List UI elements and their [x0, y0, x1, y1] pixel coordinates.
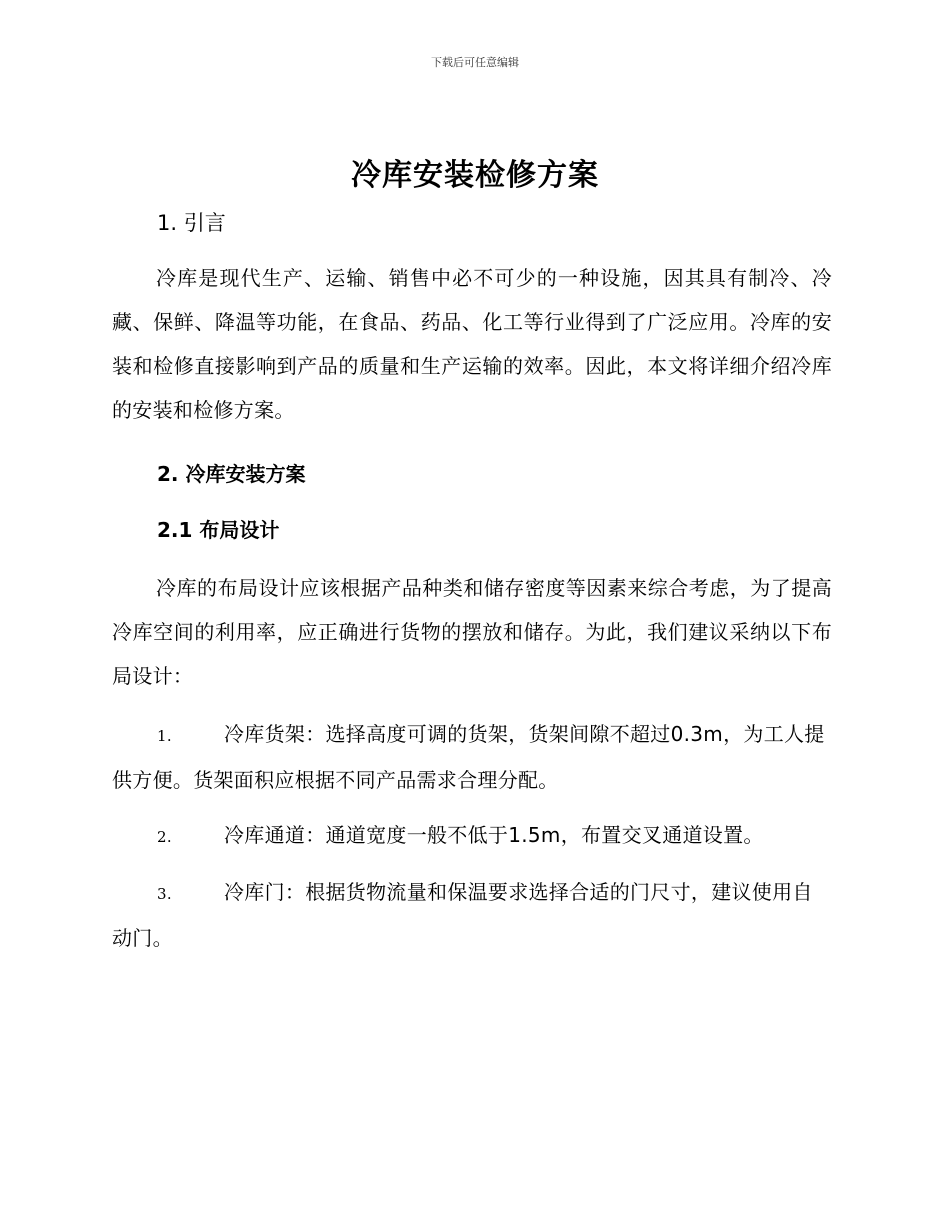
section-heading-installation: 2. 冷库安装方案 — [157, 462, 306, 486]
header-note: 下载后可任意编辑 — [431, 56, 519, 69]
list-item-text: 冷库货架：选择高度可调的货架，货架间隙不超过0.3m，为工人提供方便。货架面积应根据不同产品需求合理分配。 — [112, 722, 825, 792]
subsection-heading-layout: 2.1 布局设计 — [157, 518, 280, 542]
page-title: 冷库安装检修方案 — [351, 158, 599, 193]
list-item-text: 冷库门：根据货物流量和保温要求选择合适的门尺寸，建议使用自动门。 — [112, 880, 813, 950]
introduction-paragraph: 冷库是现代生产、运输、销售中必不可少的一种设施，因其具有制冷、冷藏、保鲜、降温等功能，在食品、药品、化工等行业得到了广泛应用。冷库的安装和检修直接影响到产品的质量和生产运输的效率。因此，本文将详细介绍冷库的安装和检修方案。 — [112, 266, 832, 422]
layout-paragraph: 冷库的布局设计应该根据产品种类和储存密度等因素来综合考虑，为了提高冷库空间的利用率，应正确进行货物的摆放和储存。为此，我们建议采纳以下布局设计： — [112, 576, 832, 688]
list-item — [112, 813, 832, 859]
list-item — [112, 870, 832, 960]
list-item-number: 1. — [157, 727, 172, 745]
list-item-text: 冷库通道：通道宽度一般不低于1.5m，布置交叉通道设置。 — [224, 823, 764, 847]
list-item-number: 2. — [157, 828, 172, 846]
list-item — [112, 712, 832, 802]
list-item-number: 3. — [157, 885, 172, 903]
section-heading-introduction: 1. 引言 — [157, 211, 226, 235]
